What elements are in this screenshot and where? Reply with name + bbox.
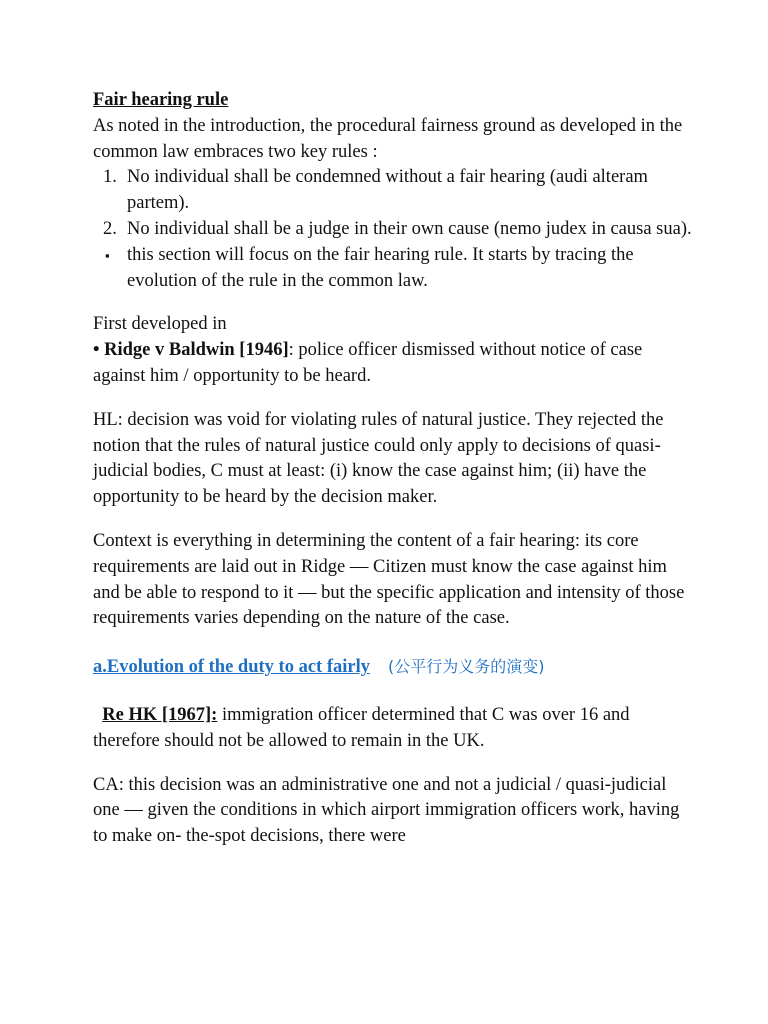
case-name-ridge: Ridge v Baldwin [1946] [104,340,289,361]
list-item-text: this section will focus on the fair hearing rule. It starts by tracing the evolution of the rule in the common law. [127,244,634,291]
list-number: 1. [103,167,117,188]
bullet-icon: • [93,340,100,361]
re-hk-paragraph [93,703,693,755]
section-a-title: a.Evolution of the duty to act fairly [93,657,370,678]
list-item [93,243,693,295]
list-number: 2. [103,218,117,239]
list-item [93,165,693,217]
section-a-chinese-title: (公平行为义务的演变) [387,657,545,677]
list-item [93,217,693,243]
context-paragraph: Context is everything in determining the content of a fair hearing: its core requirements are laid out in Ridge — Citizen must know the case against him and be able to respond to it — but the specific application and intensity of those requirements varies depending on the nature of the case. [93,530,685,629]
ridge-description: : police officer dismissed without notice of case against him / opportunity to be heard. [93,340,643,386]
square-bullet-icon: ▪ [105,247,110,263]
case-name-re-hk: Re HK [1967]: [102,704,218,725]
ca-paragraph: CA: this decision was an administrative one and not a judicial / quasi-judicial one — given the conditions in which airport immigration officers work, having to make on- the-spot decisions, there were [93,774,680,847]
section-a-heading [93,654,693,681]
list-item-text: No individual shall be a judge in their own cause (nemo judex in causa sua). [127,218,692,239]
document-page [93,88,693,850]
intro-paragraph: As noted in the introduction, the procedural fairness ground as developed in the common law embraces two key rules : [93,115,683,162]
ridge-paragraph [93,338,693,390]
rules-list [93,165,693,294]
first-developed-label: First developed in [93,314,227,335]
list-item-text: No individual shall be condemned without a fair hearing (audi alteram partem). [127,167,648,214]
re-hk-description: immigration officer determined that C was over 16 and therefore should not be allowed to remain in the UK. [93,704,630,751]
section-heading-fair-hearing: Fair hearing rule [93,90,229,110]
hl-paragraph: HL: decision was void for violating rules of natural justice. They rejected the notion that the rules of natural justice could only apply to decisions of quasi-judicial bodies, C must at least: (i) know the case against him; (ii) have the opportunity to be heard by the decision maker. [93,409,664,508]
